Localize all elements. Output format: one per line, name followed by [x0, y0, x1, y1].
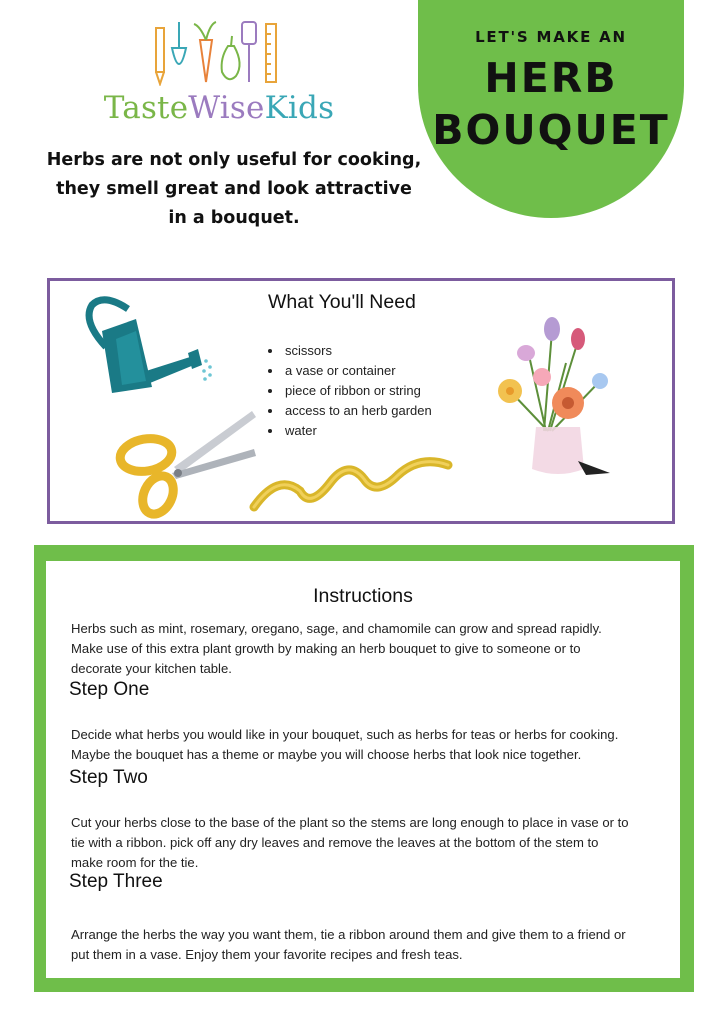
step-two-text: [71, 813, 681, 873]
brand-part-taste: Taste: [103, 90, 189, 126]
supplies-title: What You'll Need: [268, 291, 416, 313]
text-line: Make use of this extra plant growth by making an herb bouquet to give to someone or to: [71, 641, 581, 656]
step-two-heading: Step Two: [69, 767, 148, 788]
watering-can-icon: [72, 291, 217, 401]
step-one-text: [71, 725, 681, 765]
supplies-box: [47, 278, 675, 524]
text-line: Maybe the bouquet has a theme or maybe you will choose herbs that look nice together.: [71, 747, 582, 762]
brand-logo: [88, 90, 350, 126]
text-line: Herbs such as mint, rosemary, oregano, sage, and chamomile can grow and spread rapidly.: [71, 621, 602, 636]
intro-line: Herbs are not only useful for cooking,: [46, 150, 422, 170]
intro-line: in a bouquet.: [168, 208, 300, 228]
intro-line: they smell great and look attractive: [56, 179, 412, 199]
supply-item: • a vase or container: [283, 361, 432, 381]
flower-vase-icon: [482, 311, 627, 481]
supply-item: • access to an herb garden: [283, 401, 432, 421]
supplies-list: [265, 341, 432, 441]
page-title: [418, 52, 684, 156]
step-one-heading: Step One: [69, 679, 150, 700]
text-line: tie with a ribbon. pick off any dry leaves and remove the leaves at the bottom of the stem to: [71, 835, 599, 850]
supply-item: • scissors: [283, 341, 432, 361]
title-bouquet: BOUQUET: [432, 106, 670, 154]
text-line: Arrange the herbs the way you want them, tie a ribbon around them and give them to a friend or: [71, 927, 626, 942]
title-kicker: LET'S MAKE AN: [475, 28, 627, 46]
title-herb: HERB: [484, 54, 618, 102]
instructions-frame: [34, 545, 694, 992]
garden-tools-logo-icon: [150, 18, 285, 86]
text-line: Decide what herbs you would like in your bouquet, such as herbs for teas or herbs for cooking.: [71, 727, 619, 742]
instructions-intro: [71, 619, 681, 679]
step-three-text: [71, 925, 681, 965]
text-line: make room for the tie.: [71, 855, 199, 870]
supply-item: • piece of ribbon or string: [283, 381, 432, 401]
step-three-heading: Step Three: [69, 871, 163, 892]
text-line: Cut your herbs close to the base of the plant so the stems are long enough to place in vase or to: [71, 815, 629, 830]
instructions-panel: [46, 561, 680, 978]
text-line: put them in a vase. Enjoy them your favorite recipes and fresh teas.: [71, 947, 463, 962]
brand-part-wise: Wise: [188, 90, 265, 126]
supply-item: • water: [283, 421, 432, 441]
brand-part-kids: Kids: [264, 90, 335, 126]
scissors-icon: [110, 403, 260, 521]
ribbon-icon: [248, 453, 453, 515]
instructions-title: Instructions: [313, 585, 413, 607]
text-line: decorate your kitchen table.: [71, 661, 232, 676]
intro-text: [28, 146, 440, 233]
